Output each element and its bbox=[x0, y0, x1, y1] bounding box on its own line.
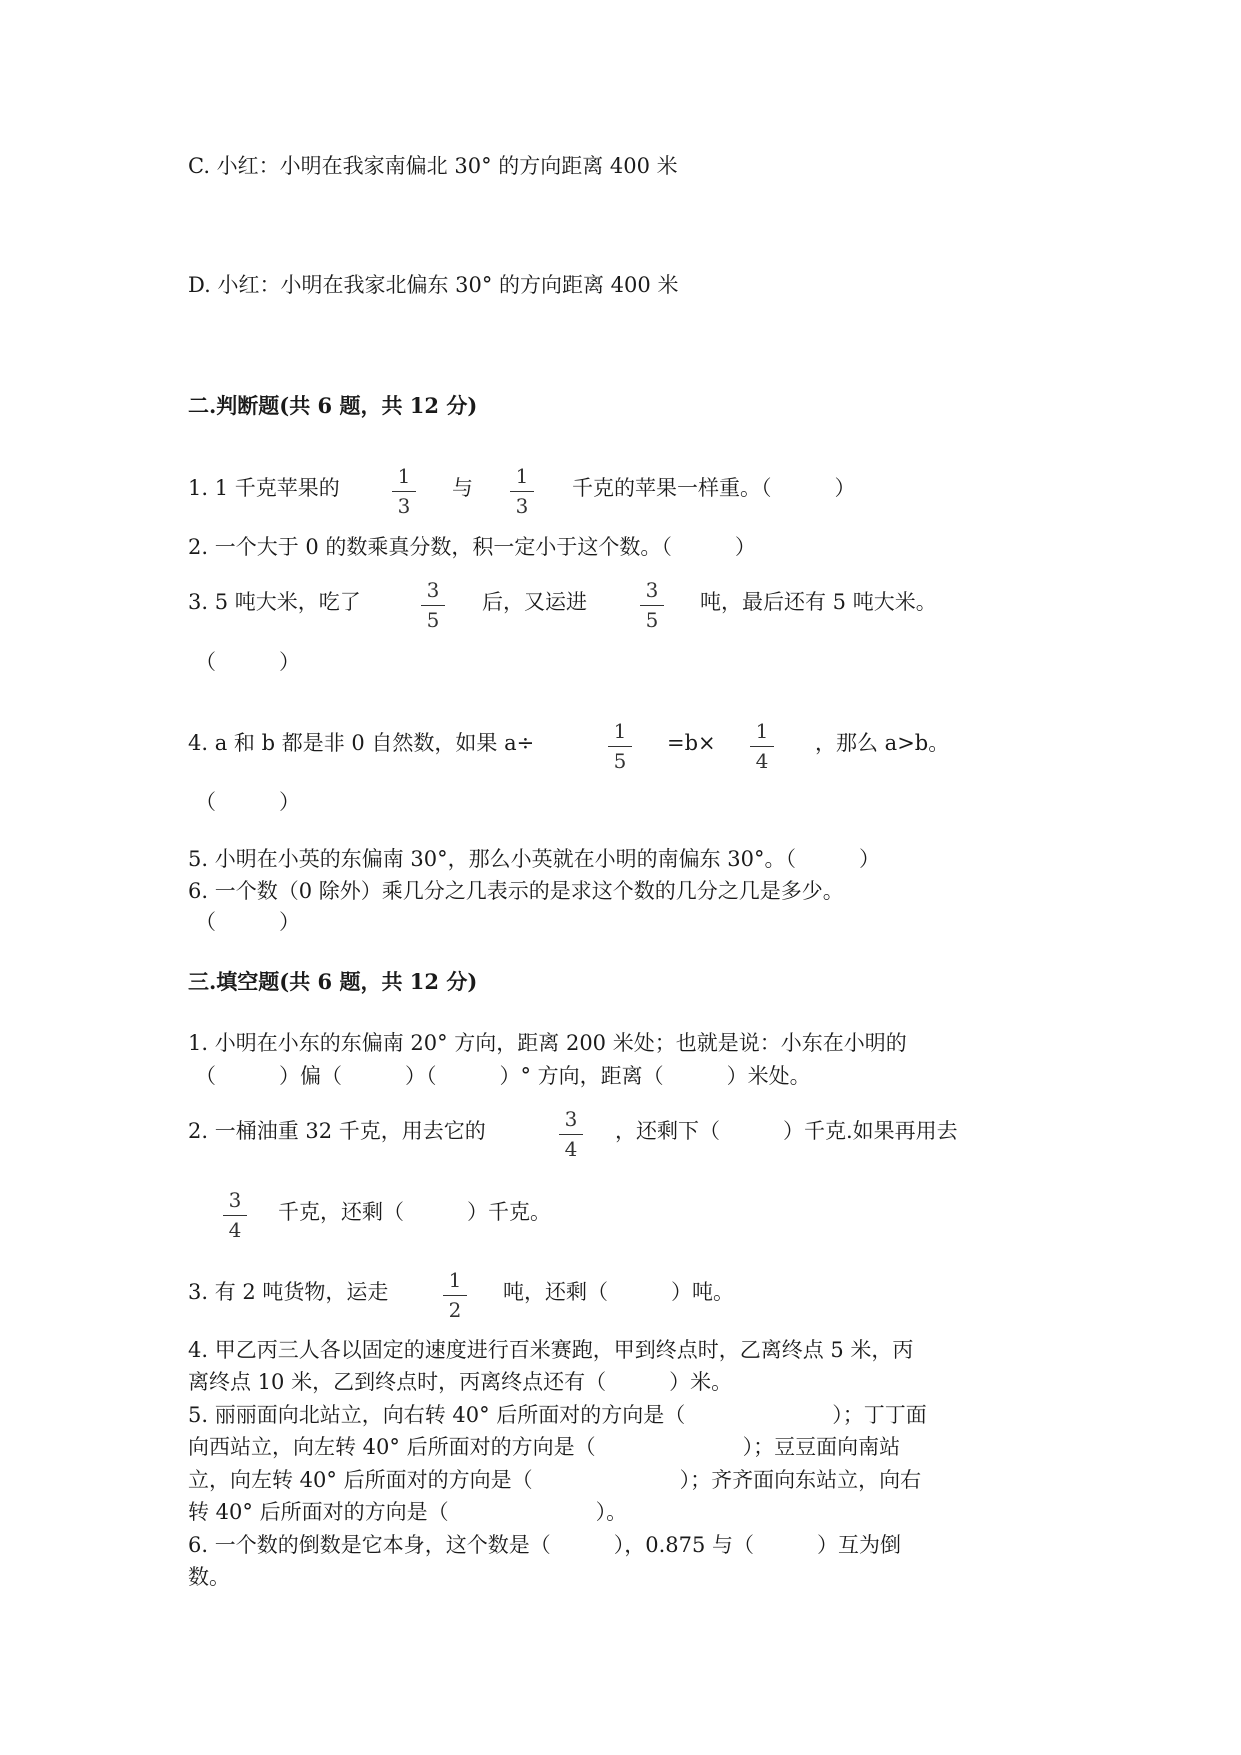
s2-q3-text-c: 吨，最后还有 5 吨大米。 bbox=[700, 590, 937, 614]
s3-q1-line2: （ ）偏（ ）（ ）° 方向，距离（ ）米处。 bbox=[195, 1064, 811, 1088]
s2-q4-text-a: 4. a 和 b 都是非 0 自然数，如果 a÷ bbox=[188, 731, 535, 755]
s2-q6-line2: （ ） bbox=[195, 910, 300, 934]
s3-q2-text-b: ，还剩下（ ）千克.如果再用去 bbox=[615, 1119, 958, 1143]
s3-q2-text-c: 千克，还剩（ ）千克。 bbox=[278, 1200, 551, 1224]
fraction-numerator: 1 bbox=[448, 1268, 462, 1292]
fraction-numerator: 1 bbox=[397, 464, 411, 488]
s2-q4-text-b: =b× bbox=[667, 731, 716, 755]
fraction-numerator: 3 bbox=[426, 578, 440, 602]
fraction-numerator: 1 bbox=[613, 719, 627, 743]
fraction-numerator: 3 bbox=[228, 1188, 242, 1212]
fraction-denominator: 4 bbox=[228, 1218, 242, 1242]
s2-q4-answer-paren: （ ） bbox=[195, 790, 300, 814]
s3-q3-text-b: 吨，还剩（ ）吨。 bbox=[503, 1280, 734, 1304]
section2-title: 二.判断题(共 6 题，共 12 分) bbox=[188, 393, 478, 418]
s2-q1-text-a: 1. 1 千克苹果的 bbox=[188, 476, 340, 500]
option-d: D. 小红：小明在我家北偏东 30° 的方向距离 400 米 bbox=[188, 273, 679, 297]
s2-q3-fraction-2 bbox=[638, 580, 666, 630]
s2-q1-fraction-2 bbox=[508, 466, 536, 516]
s3-q5-line3: 立，向左转 40° 后所面对的方向是（ ）；齐齐面向东站立，向右 bbox=[188, 1468, 922, 1492]
s2-q5: 5. 小明在小英的东偏南 30°，那么小英就在小明的南偏东 30°。（ ） bbox=[188, 847, 881, 871]
s3-q3-text-a: 3. 有 2 吨货物，运走 bbox=[188, 1280, 389, 1304]
s2-q4-text-c: ，那么 a>b。 bbox=[815, 731, 950, 755]
s2-q3-answer-paren: （ ） bbox=[195, 650, 300, 674]
s3-q5-line1: 5. 丽丽面向北站立，向右转 40° 后所面对的方向是（ ）；丁丁面 bbox=[188, 1403, 927, 1427]
s3-q5-line4: 转 40° 后所面对的方向是（ ）。 bbox=[188, 1500, 628, 1524]
s2-q3-text-a: 3. 5 吨大米，吃了 bbox=[188, 590, 361, 614]
s3-q5-line2: 向西站立，向左转 40° 后所面对的方向是（ ）；豆豆面向南站 bbox=[188, 1435, 901, 1459]
s3-q6-line1: 6. 一个数的倒数是它本身，这个数是（ ），0.875 与（ ）互为倒 bbox=[188, 1533, 902, 1557]
fraction-denominator: 5 bbox=[613, 749, 627, 773]
s3-q3-fraction-1 bbox=[441, 1270, 469, 1320]
s3-q2-fraction-1 bbox=[557, 1109, 585, 1159]
s2-q6-line1: 6. 一个数（0 除外）乘几分之几表示的是求这个数的几分之几是多少。 bbox=[188, 879, 844, 903]
s3-q1-line1: 1. 小明在小东的东偏南 20° 方向，距离 200 米处；也就是说：小东在小明的 bbox=[188, 1031, 907, 1055]
s2-q1-text-c: 千克的苹果一样重。（ ） bbox=[572, 476, 856, 500]
fraction-denominator: 5 bbox=[426, 608, 440, 632]
s2-q3-fraction-1 bbox=[419, 580, 447, 630]
s2-q2: 2. 一个大于 0 的数乘真分数，积一定小于这个数。（ ） bbox=[188, 535, 756, 559]
fraction-denominator: 3 bbox=[397, 494, 411, 518]
fraction-denominator: 3 bbox=[515, 494, 529, 518]
fraction-numerator: 1 bbox=[515, 464, 529, 488]
s2-q4-fraction-1 bbox=[606, 721, 634, 771]
s3-q4-line1: 4. 甲乙丙三人各以固定的速度进行百米赛跑，甲到终点时，乙离终点 5 米，丙 bbox=[188, 1338, 914, 1362]
fraction-numerator: 3 bbox=[645, 578, 659, 602]
s3-q6-line2: 数。 bbox=[188, 1565, 230, 1589]
s2-q3-text-b: 后，又运进 bbox=[482, 590, 587, 614]
fraction-numerator: 3 bbox=[564, 1107, 578, 1131]
s3-q4-line2: 离终点 10 米，乙到终点时，丙离终点还有（ ）米。 bbox=[188, 1370, 733, 1394]
s3-q2-fraction-2 bbox=[221, 1190, 249, 1240]
s3-q2-text-a: 2. 一桶油重 32 千克，用去它的 bbox=[188, 1119, 486, 1143]
fraction-denominator: 4 bbox=[755, 749, 769, 773]
fraction-denominator: 5 bbox=[645, 608, 659, 632]
fraction-denominator: 4 bbox=[564, 1137, 578, 1161]
fraction-numerator: 1 bbox=[755, 719, 769, 743]
fraction-denominator: 2 bbox=[448, 1298, 462, 1322]
option-c: C. 小红：小明在我家南偏北 30° 的方向距离 400 米 bbox=[188, 154, 678, 178]
s2-q4-fraction-2 bbox=[748, 721, 776, 771]
s2-q1-fraction-1 bbox=[390, 466, 418, 516]
s2-q1-text-b: 与 bbox=[452, 476, 473, 500]
section3-title: 三.填空题(共 6 题，共 12 分) bbox=[188, 969, 478, 994]
